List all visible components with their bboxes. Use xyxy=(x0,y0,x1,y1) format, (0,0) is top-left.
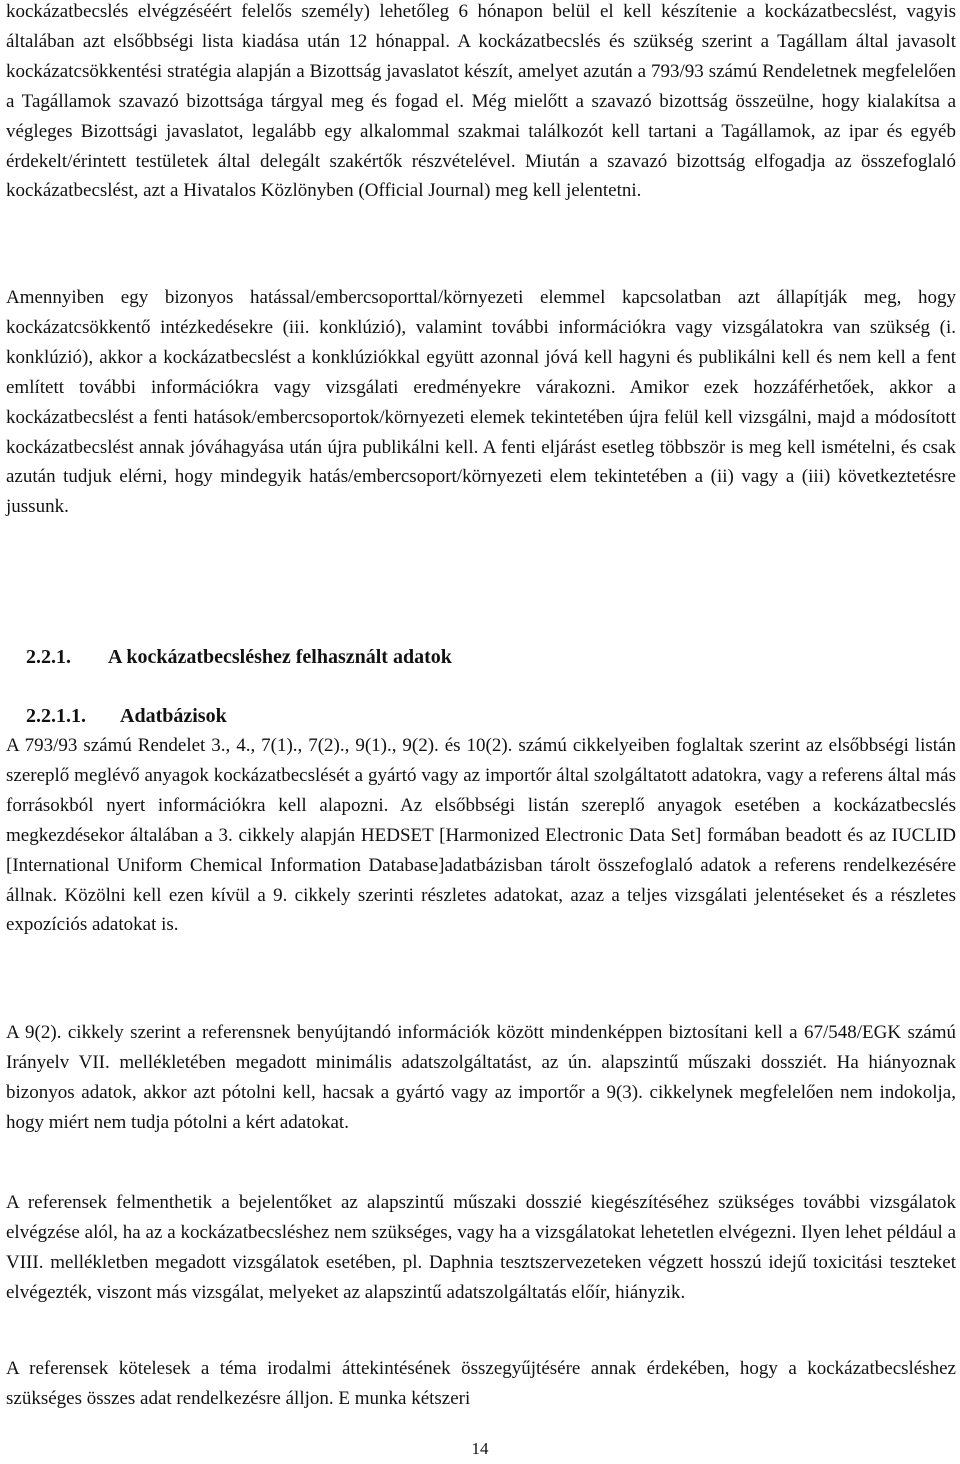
paragraph-conclusions: Amennyiben egy bizonyos hatással/embercsoporttal/környezeti elemmel kapcsolatban azt állapítják meg, hogy kockázatcsökkentő intézkedésekre (iii. konklúzió), valamint további információkra vagy vizsgálatokra van szükség (i. konklúzió), akkor a kockázatbecslést a konklúziókkal együtt azonnal jóvá kell hagyni és publikálni kell és nem kell a fent említett további információkra vagy vizsgálati eredményekre várakozni. Amikor ezek hozzáférhetőek, akkor a kockázatbecslést a fenti hatások/embercsoportok/környezeti elemek tekintetében újra felül kell vizsgálni, majd a módosított kockázatbecslést annak jóváhagyása után újra publikálni kell. A fenti eljárást esetleg többször is meg kell ismételni, és csak azután tudjuk elérni, hogy mindegyik hatás/embercsoport/környezeti elem tekintetében a (ii) vagy a (iii) következtetésre jussunk. xyxy=(6,287,956,518)
section-title: Adatbázisok xyxy=(120,704,227,727)
paragraph-databases: A 793/93 számú Rendelet 3., 4., 7(1)., 7(2)., 9(1)., 9(2). és 10(2). számú cikkelyeiben foglaltak szerint az elsőbbségi listán szereplő meglévő anyagok kockázatbecslését a gyártó vagy az importőr által szolgáltatott adatokra, vagy a referens által más forrásokból nyert információkra kell alapozni. Az elsőbbségi listán szereplő anyagok esetében a kockázatbecslés megkezdésekor általában a 3. cikkely alapján HEDSET [Harmonized Electronic Data Set] formában beadott és az IUCLID [International Uniform Chemical Information Database]adatbázisban tárolt összefoglaló adatok a referens rendelkezésére állnak. Közölni kell ezen kívül a 9. cikkely szerinti részletes adatokat, azaz a teljes vizsgálati jelentéseket és a részletes expozíciós adatokat is. xyxy=(6,735,956,936)
paragraph-literature-review: A referensek kötelesek a téma irodalmi áttekintésének összegyűjtésére annak érdekében, hogy a kockázatbecsléshez szükséges összes adat rendelkezésre álljon. E munka kétszeri xyxy=(6,1358,956,1409)
section-title: A kockázatbecsléshez felhasznált adatok xyxy=(108,645,452,668)
page-number: 14 xyxy=(471,1439,489,1458)
section-number: 2.2.1.1. xyxy=(26,704,86,727)
paragraph-exemptions: A referensek felmenthetik a bejelentőket az alapszintű műszaki dosszié kiegészítéséhez szükséges további vizsgálatok elvégzése alól, ha az a kockázatbecsléshez nem szükséges, vagy ha a vizsgálatokat lehetetlen elvégezni. Ilyen lehet például a VIII. mellékletben megadott vizsgálatok esetében, pl. Daphnia tesztszervezeteken végzett hosszú idejű toxicitási teszteket elvégezték, viszont más vizsgálat, melyeket az alapszintű adatszolgáltatás előír, hiányzik. xyxy=(6,1192,956,1303)
paragraph-committee-procedure: kockázatbecslés elvégzéséért felelős személy) lehetőleg 6 hónapon belül el kell készítenie a kockázatbecslést, vagyis általában azt elsőbbségi lista kiadása után 12 hónappal. A kockázatbecslés és szükség szerint a Tagállam által javasolt kockázatcsökkentési stratégia alapján a Bizottság javaslatot készít, amelyet azután a 793/93 számú Rendeletnek megfelelően a Tagállamok szavazó bizottsága tárgyal meg és fogad el. Még mielőtt a szavazó bizottság összeülne, hogy kialakítsa a végleges Bizottsági javaslatot, legalább egy alkalommal szakmai találkozót kell tartani a Tagállamok, az ipar és egyéb érdekelt/érintett testületek által delegált szakértők részvételével. Miután a szavazó bizottság elfogadja az összefoglaló kockázatbecslést, azt a Hivatalos Közlönyben (Official Journal) meg kell jelentetni. xyxy=(6,1,956,202)
section-number: 2.2.1. xyxy=(26,645,71,668)
paragraph-minimum-data: A 9(2). cikkely szerint a referensnek benyújtandó információk között mindenképpen biztosítani kell a 67/548/EGK számú Irányelv VII. mellékletében megadott minimális adatszolgáltatást, az ún. alapszintű műszaki dossziét. Ha hiányoznak bizonyos adatok, akkor azt pótolni kell, hacsak a gyártó vagy az importőr a 9(3). cikkelynek megfelelően nem indokolja, hogy miért nem tudja pótolni a kért adatokat. xyxy=(6,1022,956,1133)
